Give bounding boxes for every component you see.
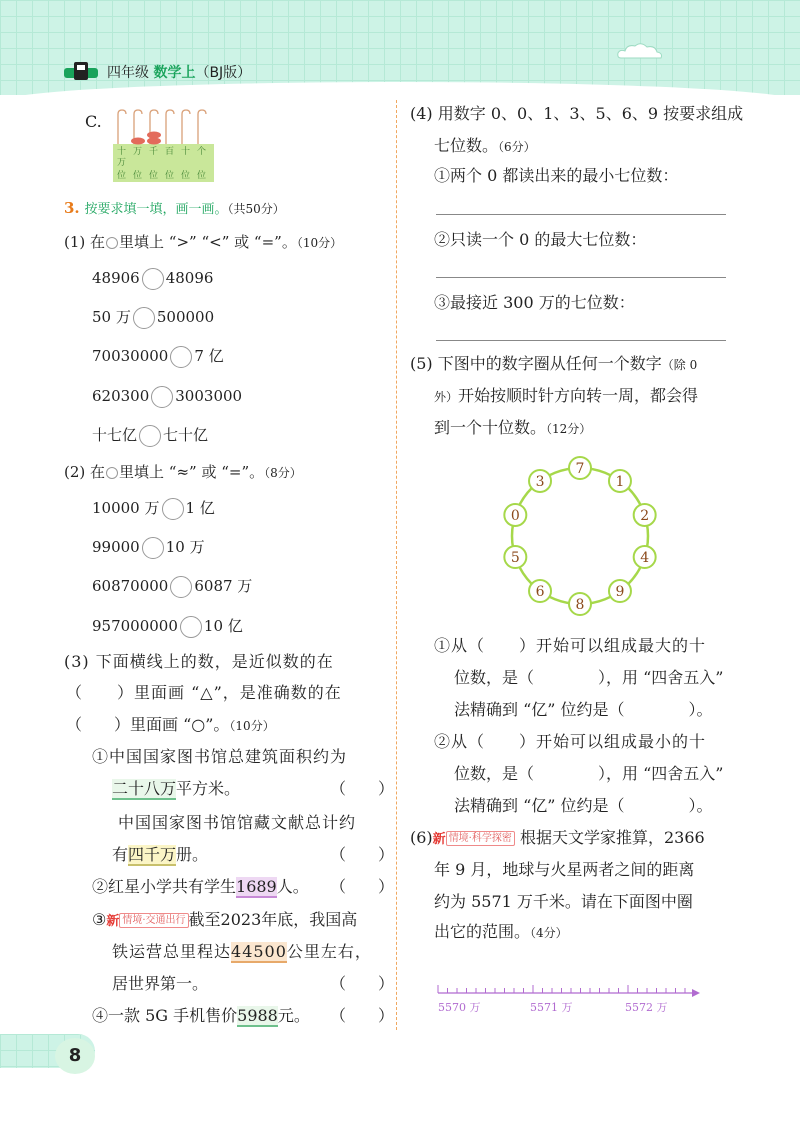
abacus-label: 位 xyxy=(149,171,159,181)
abacus-bead xyxy=(147,132,161,139)
q3-item-1b-line-1: 中国国家图书馆馆藏文献总计约 xyxy=(118,813,357,832)
q3-item-2: ②红星小学共有学生1689人。 xyxy=(92,877,309,896)
q2-item: 10000 万 1 亿 xyxy=(92,498,215,520)
q2-item: 957000000 10 亿 xyxy=(92,616,243,638)
answer-circle[interactable] xyxy=(142,537,164,559)
q5-line-3: 到一个十位数。（12分） xyxy=(434,418,592,437)
q4-line-1: (4) 用数字 0、0、1、3、5、6、9 按要求组成 xyxy=(410,104,744,123)
section-3-title: 3. 按要求填一填，画一画。（共50分） xyxy=(64,199,285,217)
q5-sub2-line-2: 位数，是（ ），用 “四舍五入” xyxy=(454,764,724,783)
q3-item-3-line-2: 铁运营总里程达44500公里左右， xyxy=(112,942,372,961)
ring-digit: 3 xyxy=(535,473,545,490)
ring-digit: 8 xyxy=(575,597,585,613)
q3-line-1: (3) 下面横线上的数，是近似数的在 xyxy=(64,652,334,671)
ring-digit: 5 xyxy=(510,550,520,567)
abacus-label: 位 xyxy=(133,171,143,181)
q1-item: 620300 3003000 xyxy=(92,386,242,408)
ring-digit: 4 xyxy=(640,550,650,567)
ring-digit: 9 xyxy=(615,584,625,601)
context-tag: 情境·科学探密 xyxy=(446,831,515,846)
q2-item: 60870000 6087 万 xyxy=(92,576,252,598)
ring-digit: 6 xyxy=(535,584,545,601)
abacus-label: 位 xyxy=(197,171,207,181)
cloud-icon xyxy=(615,40,665,62)
q3-item-1b-line-2: 有四千万册。 xyxy=(112,845,209,864)
axis-label: 5572 万 xyxy=(625,1001,668,1014)
q3-item-1-line-1: ①中国国家图书馆总建筑面积约为 xyxy=(92,747,348,766)
axis-label: 5571 万 xyxy=(530,1001,573,1014)
compare-circle-icon xyxy=(106,237,118,249)
answer-line[interactable] xyxy=(436,277,726,278)
answer-circle[interactable] xyxy=(139,425,161,447)
q5-line-1: (5) 下图中的数字圈从任何一个数字（除 0 xyxy=(410,354,698,373)
abacus-bead xyxy=(147,138,161,145)
q5-line-2: 外）开始按顺时针方向转一周，都会得 xyxy=(434,386,699,405)
answer-circle[interactable] xyxy=(170,576,192,598)
answer-circle[interactable] xyxy=(142,268,164,290)
answer-circle[interactable] xyxy=(180,616,202,638)
abacus-label: 位 xyxy=(165,171,175,181)
q3-item-3-line-3: 居世界第一。 xyxy=(112,974,209,993)
q6-line-2: 年 9 月，地球与火星两者之间的距离 xyxy=(434,860,695,879)
q5-sub1-line-3: 法精确到 “亿” 位约是（ ）。 xyxy=(454,700,713,719)
number-line-figure xyxy=(430,975,710,1020)
answer-line[interactable] xyxy=(436,340,726,341)
abacus-label: 百 xyxy=(165,147,175,157)
q5-sub1-line-1: ①从（ ）开始可以组成最大的十 xyxy=(434,636,707,655)
q5-sub2-line-3: 法精确到 “亿” 位约是（ ）。 xyxy=(454,796,713,815)
abacus-label: 位 xyxy=(181,171,191,181)
q4-item-a: ①两个 0 都读出来的最小七位数： xyxy=(434,166,679,185)
q3-item-1-line-2: 二十八万平方米。 xyxy=(112,779,241,798)
answer-paren[interactable]: （ ） xyxy=(330,845,395,864)
abacus-label: 千 xyxy=(149,147,159,157)
abacus-bead xyxy=(131,138,145,145)
q6-line-1: (6)新 情境·科学探密 根据天文学家推算，2366 xyxy=(410,828,705,847)
q4-item-c: ③最接近 300 万的七位数： xyxy=(434,293,635,312)
compare-circle-icon xyxy=(106,467,118,479)
abacus-label: 位 xyxy=(117,171,127,181)
answer-paren[interactable]: （ ） xyxy=(330,1006,395,1025)
ring-digit: 2 xyxy=(640,507,650,524)
q2-item: 99000 10 万 xyxy=(92,537,205,559)
q3-line-3: （ ）里面画 “○”。（10分） xyxy=(66,715,275,734)
ring-digit: 0 xyxy=(510,507,520,524)
ring-digit: 1 xyxy=(615,473,625,490)
answer-circle[interactable] xyxy=(133,307,155,329)
context-tag: 情境·交通出行 xyxy=(119,913,188,928)
page-number: 8 xyxy=(55,1038,95,1074)
answer-paren[interactable]: （ ） xyxy=(330,877,395,896)
q1-instruction: (1) 在 里填上 “>” “<” 或 “=”。（10分） xyxy=(64,233,343,251)
q3-item-4: ④一款 5G 手机售价5988元。 xyxy=(92,1006,310,1025)
abacus-label: 十 xyxy=(117,147,127,157)
q5-sub1-line-2: 位数，是（ ），用 “四舍五入” xyxy=(454,668,724,687)
q6-line-4: 出它的范围。（4分） xyxy=(434,922,568,941)
abacus-label: 十 xyxy=(181,147,191,157)
q1-item: 48906 48096 xyxy=(92,268,213,290)
q1-item: 50 万 500000 xyxy=(92,307,214,329)
q4-line-2: 七位数。（6分） xyxy=(434,136,536,155)
q5-sub2-line-1: ②从（ ）开始可以组成最小的十 xyxy=(434,732,707,751)
abacus-label: 万 xyxy=(117,158,127,168)
q3-line-2: （ ）里面画 “△”，是准确数的在 xyxy=(66,683,342,702)
abacus-figure xyxy=(112,108,216,184)
answer-paren[interactable]: （ ） xyxy=(330,779,395,798)
q6-line-3: 约为 5571 万千米。请在下面图中圈 xyxy=(434,892,693,911)
answer-circle[interactable] xyxy=(162,498,184,520)
header-title: 四年级 数学上（BJ版） xyxy=(107,65,252,81)
q1-item: 十七亿 七十亿 xyxy=(92,425,208,447)
q1-item: 70030000 7 亿 xyxy=(92,346,224,368)
brand-logo-icon xyxy=(64,60,100,82)
digit-ring-figure xyxy=(490,450,670,620)
abacus-label: 个 xyxy=(197,147,207,157)
q2-instruction: (2) 在 里填上 “≈” 或 “=”。（8分） xyxy=(64,463,302,481)
answer-line[interactable] xyxy=(436,214,726,215)
abacus-label: 万 xyxy=(133,147,143,157)
q4-item-b: ②只读一个 0 的最大七位数： xyxy=(434,230,647,249)
option-c-label: C. xyxy=(85,112,102,131)
answer-circle[interactable] xyxy=(151,386,173,408)
answer-circle[interactable] xyxy=(170,346,192,368)
ring-digit: 7 xyxy=(575,461,585,477)
answer-paren[interactable]: （ ） xyxy=(330,974,395,993)
column-divider xyxy=(396,100,397,1030)
q3-item-3-line-1: ③新 情境·交通出行 截至2023年底，我国高 xyxy=(92,910,358,929)
axis-label: 5570 万 xyxy=(438,1001,481,1014)
